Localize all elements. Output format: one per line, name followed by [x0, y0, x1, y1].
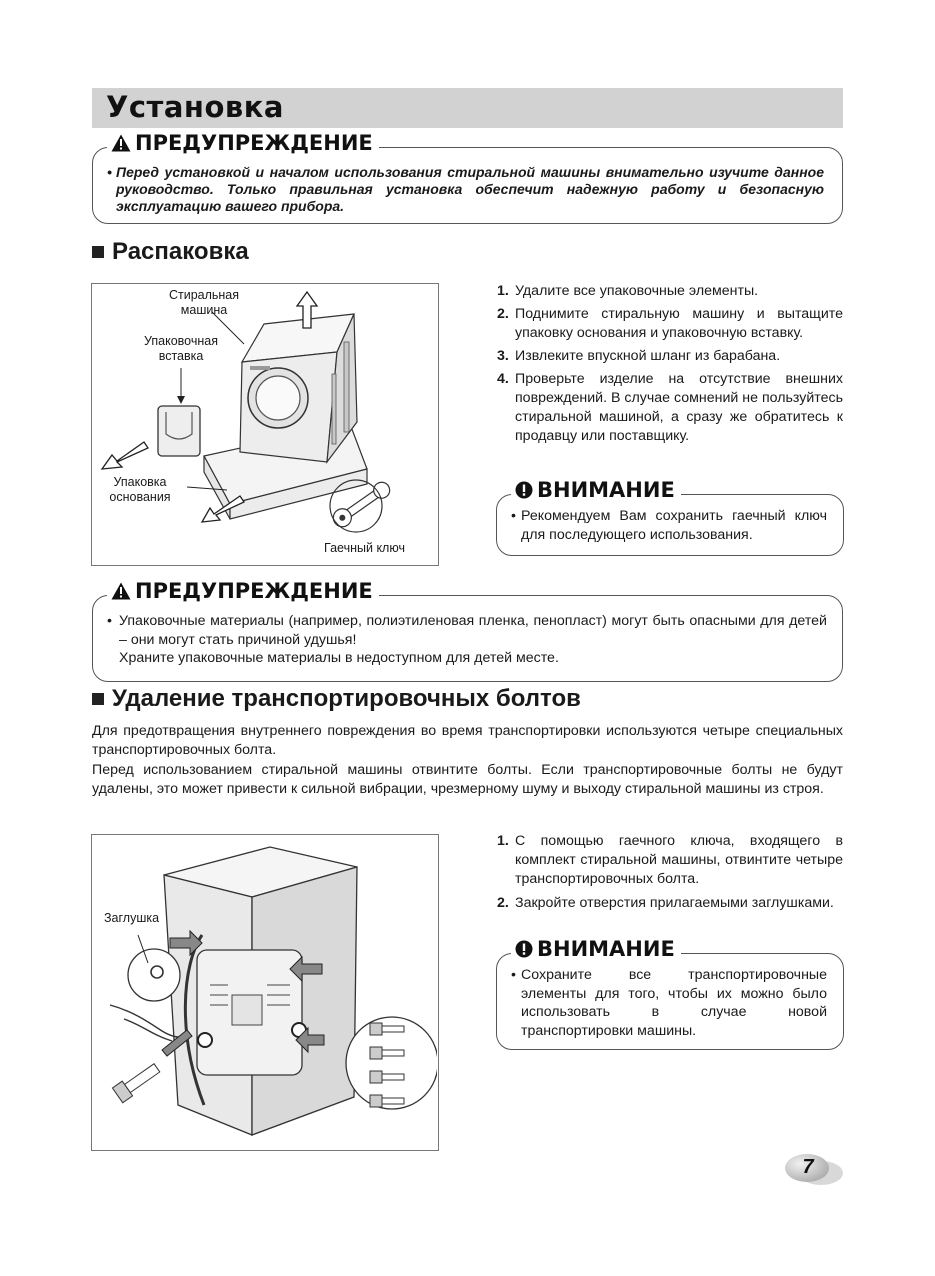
warning-label-text: ПРЕДУПРЕЖДЕНИЕ	[135, 579, 373, 603]
insert-label-text: Упаковочная вставка	[144, 334, 218, 363]
caution-box-1	[496, 478, 844, 556]
base-label-text: Упаковка основания	[109, 475, 171, 504]
warning-label-text: ПРЕДУПРЕЖДЕНИЕ	[135, 131, 373, 155]
washer-label	[164, 288, 244, 318]
square-bullet-icon	[92, 246, 104, 258]
warning-triangle-icon	[111, 582, 131, 600]
bolt-removal-illustration	[92, 835, 437, 1149]
warning-label	[107, 579, 379, 603]
caution-text	[511, 966, 827, 1040]
bolts-paragraph-2: Перед использованием стиральной машины отвинтите болты. Если транспортировочные болты не будут удалены, это может привести к сильной вибрации, чрезмерному шуму и выходу стиральной машины из строя.	[92, 762, 843, 797]
warning-text-line2: Храните упаковочные материалы в недоступном для детей месте.	[119, 650, 559, 666]
list-item	[497, 832, 843, 889]
step-number: 3.	[497, 348, 509, 364]
washer-label-text: Стиральная машина	[168, 288, 240, 317]
caution-label-text: ВНИМАНИЕ	[537, 937, 675, 961]
list-item	[497, 894, 843, 913]
warning-text-line2-block	[119, 649, 815, 668]
bullet: •	[107, 164, 112, 180]
warning-text-line1: Упаковочные материалы (например, полиэтиленовая пленка, пенопласт) могут быть опасными для детей – они могут стать причиной удушья!	[119, 613, 827, 648]
bolts-heading	[92, 685, 581, 713]
step-number: 4.	[497, 371, 509, 387]
caution-text-content: Рекомендуем Вам сохранить гаечный ключ для последующего использования.	[521, 508, 827, 543]
caution-label-text: ВНИМАНИЕ	[537, 478, 675, 502]
warning-label	[107, 131, 379, 155]
list-item	[497, 370, 843, 446]
step-number: 2.	[497, 306, 509, 322]
list-item	[497, 347, 843, 366]
page-number-badge	[783, 1152, 845, 1188]
step-text: Проверьте изделие на отсутствие внешних повреждений. В случае сомнений не пользуйтесь стиральной машиной, а сразу же обратитесь к продавцу или поставщику.	[515, 371, 843, 444]
bullet: •	[107, 613, 112, 629]
exclamation-circle-icon	[515, 481, 533, 499]
warning-text	[107, 612, 827, 649]
step-text: Извлеките впускной шланг из барабана.	[515, 348, 781, 364]
warning-triangle-icon	[111, 134, 131, 152]
caution-label	[511, 937, 681, 961]
unpacking-figure	[91, 283, 439, 566]
exclamation-circle-icon	[515, 940, 533, 958]
warning-box-1	[92, 131, 843, 224]
caution-box-2	[496, 937, 844, 1050]
square-bullet-icon	[92, 693, 104, 705]
bolts-steps	[497, 832, 843, 917]
washer-unpacking-illustration	[92, 284, 437, 564]
warning-text-content: Перед установкой и началом использования стиральной машины внимательно изучите данное руководство. Только правильная установка обеспечит надежную работу и безопасную эксплуатацию вашего прибора.	[116, 164, 824, 214]
bolts-figure	[91, 834, 439, 1151]
step-number: 1.	[497, 283, 509, 299]
list-item	[497, 305, 843, 343]
step-text: Поднимите стиральную машину и вытащите упаковку основания и упаковочную вставку.	[515, 306, 843, 341]
step-text: Закройте отверстия прилагаемыми заглушками.	[515, 895, 834, 911]
bolts-heading-text: Удаление транспортировочных болтов	[112, 685, 581, 712]
page-title: Установка	[106, 90, 284, 124]
warning-box-2	[92, 579, 843, 682]
step-number: 2.	[497, 895, 509, 911]
plug-label: Заглушка	[104, 911, 160, 925]
list-item	[497, 282, 843, 301]
bolts-paragraph-1: Для предотвращения внутреннего повреждения во время транспортировки используются четыре специальных транспортировочных болта.	[92, 723, 843, 758]
warning-text	[107, 164, 824, 215]
base-label	[102, 475, 178, 505]
wrench-label: Гаечный ключ	[324, 541, 405, 555]
step-text: С помощью гаечного ключа, входящего в комплект стиральной машины, отвинтите четыре транспортировочных болта.	[515, 833, 843, 887]
step-number: 1.	[497, 833, 509, 849]
page-number: 7	[802, 1156, 814, 1178]
caution-text	[511, 507, 827, 544]
caution-text-content: Сохраните все транспортировочные элементы для того, чтобы их можно было использовать в случае новой транспортировки машины.	[521, 967, 827, 1039]
section-title-bar	[92, 88, 843, 128]
bullet: •	[511, 967, 516, 983]
unpacking-heading	[92, 238, 249, 266]
step-text: Удалите все упаковочные элементы.	[515, 283, 759, 299]
insert-label	[136, 334, 226, 364]
caution-label	[511, 478, 681, 502]
unpacking-steps	[497, 282, 843, 450]
unpacking-heading-text: Распаковка	[112, 238, 249, 265]
bullet: •	[511, 508, 516, 524]
